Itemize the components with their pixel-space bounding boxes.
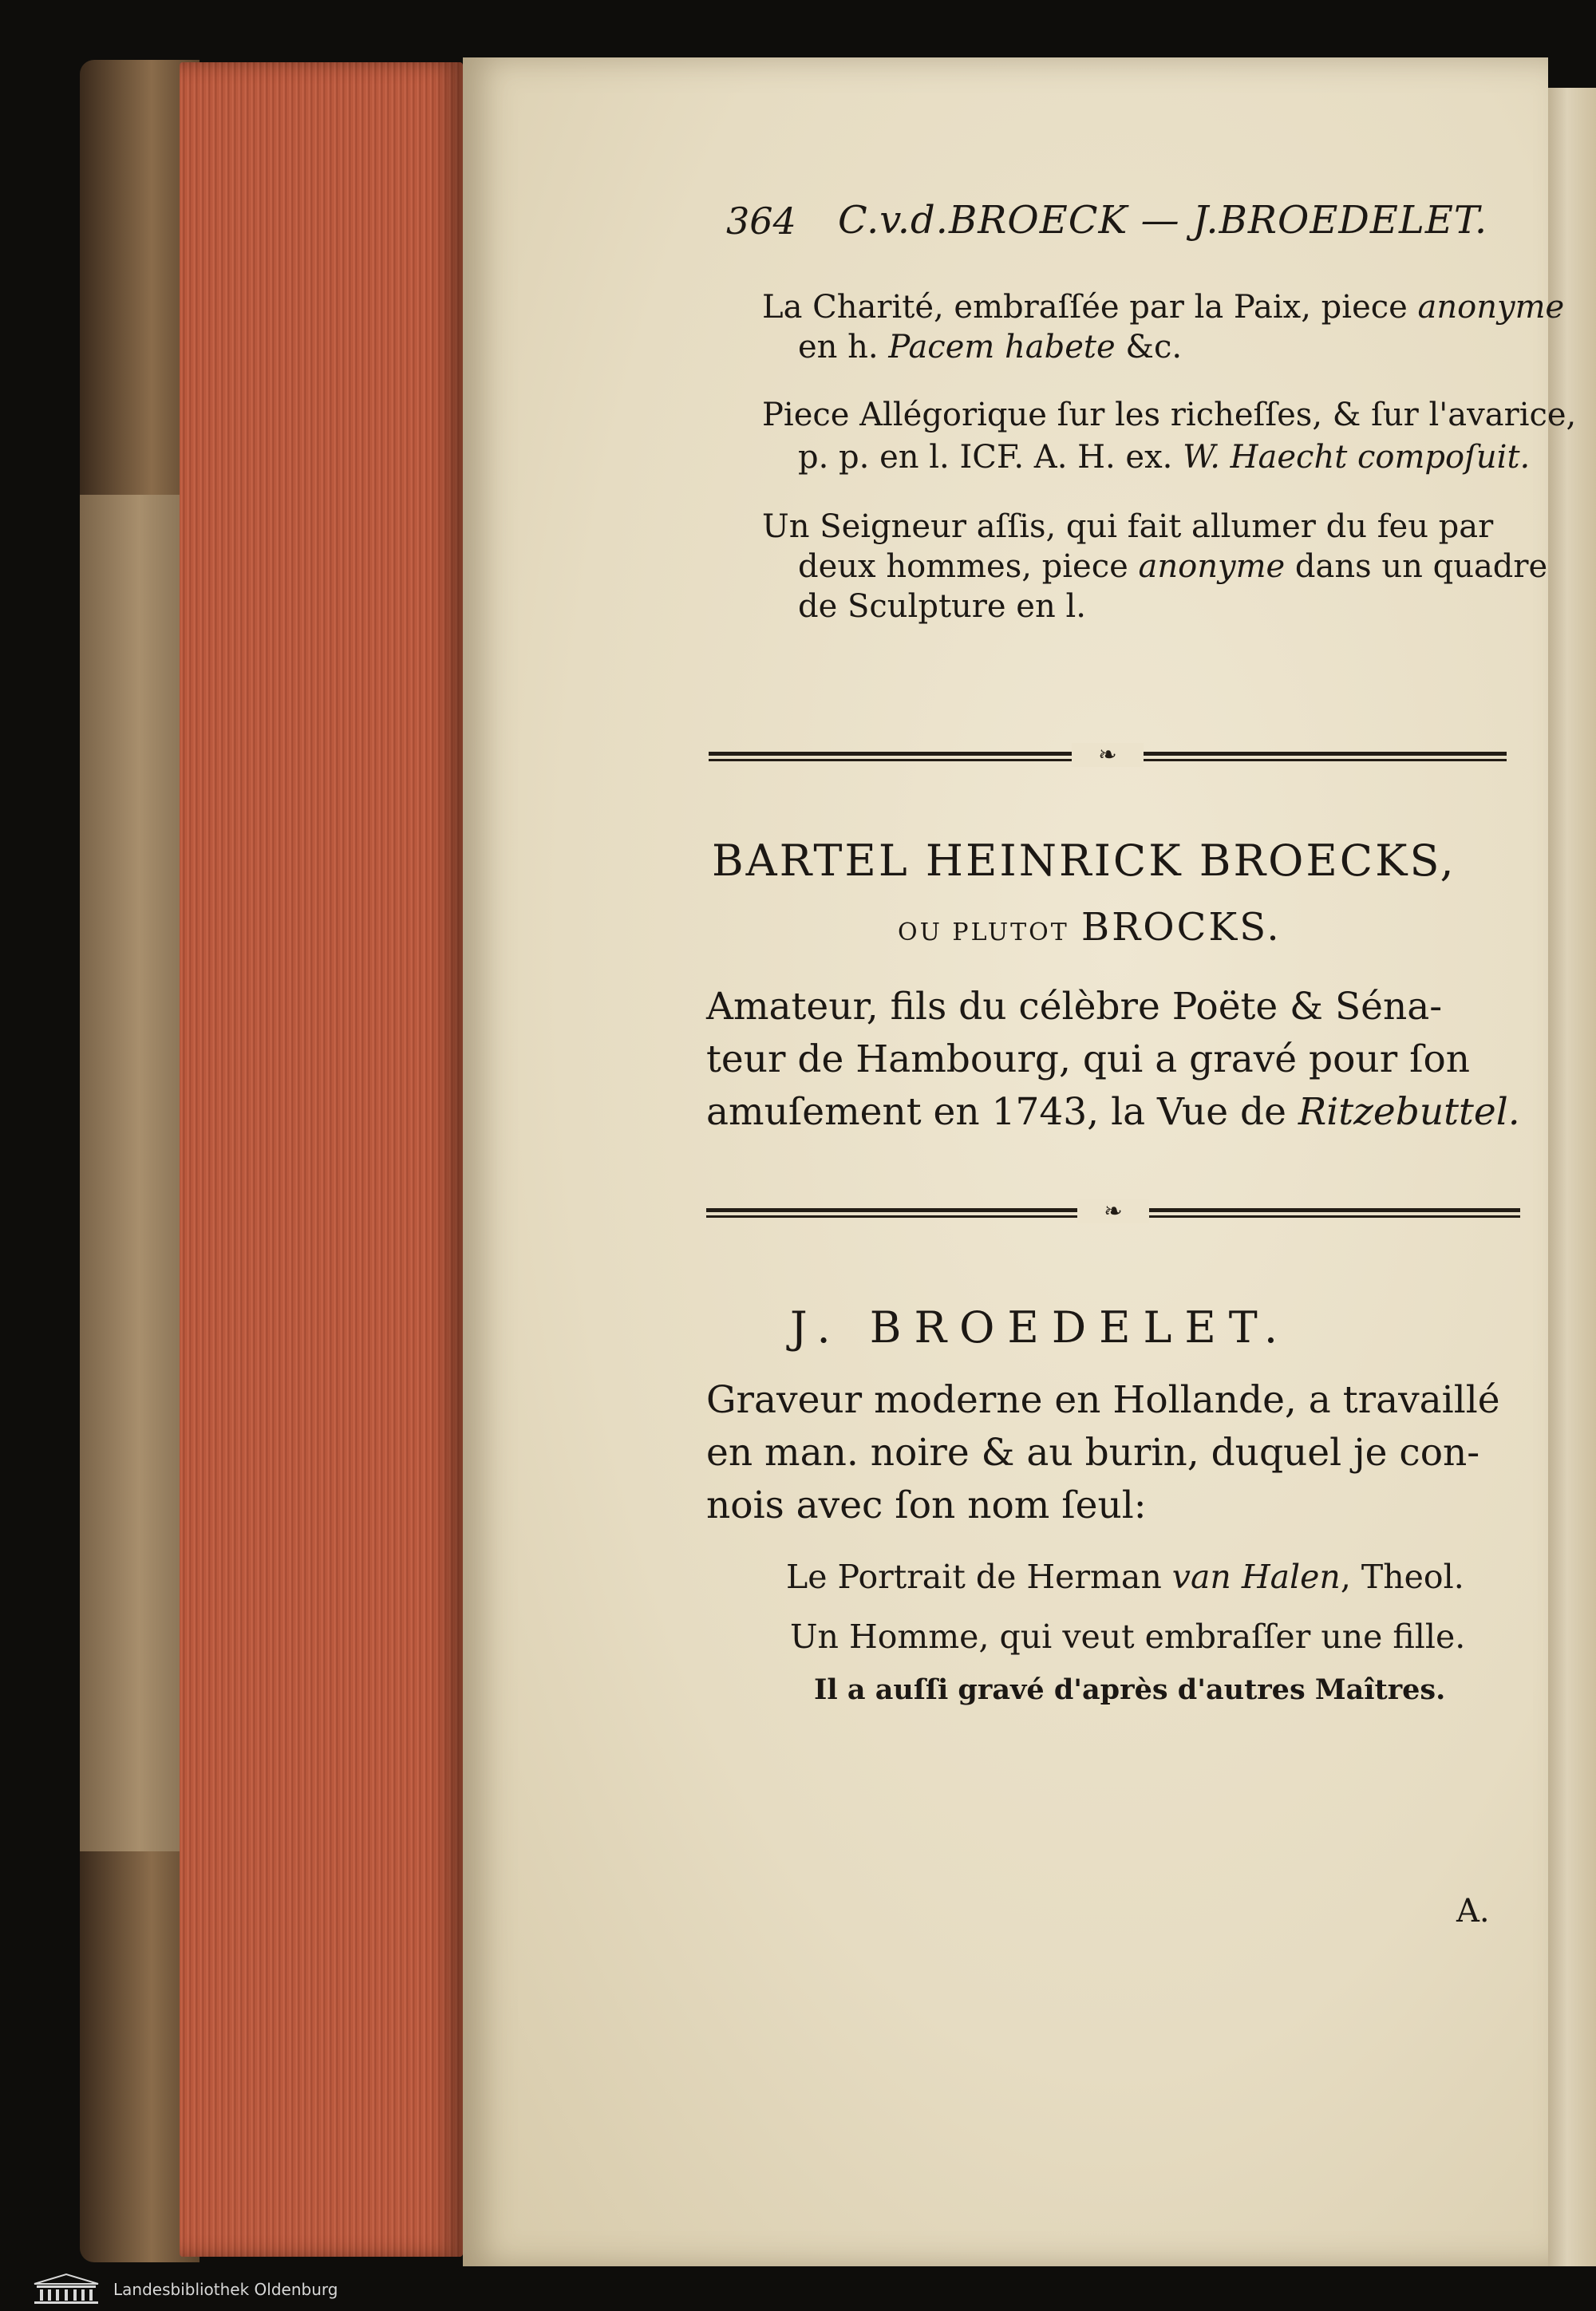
ornamental-rule [706,1198,1520,1224]
entry-italic: anonyme [1417,289,1565,326]
section1-body-line2: teur de Hambourg, qui a gravé pour ſon [706,1037,1471,1081]
section1-heading: BARTEL HEINRICK BROECKS, [712,836,1456,886]
running-title: C.v.d.BROECK — J.BROEDELET. [838,198,1488,243]
page-edge-red [180,62,463,2257]
section2-item-aussi: Il a auſſi gravé d'après d'autres Maîtres. [814,1673,1446,1706]
entry-text: dans un quadre [1285,548,1548,585]
catchword: A. [1456,1893,1490,1930]
ornamental-rule [709,741,1507,768]
entry-text: en h. [798,329,889,365]
entry-text: p. p. en l. ICF. A. H. ex. [798,439,1183,476]
entry-italic: Pacem habete [888,329,1116,365]
footer-bar [0,2266,1596,2311]
section1-body-line1: Amateur, fils du célèbre Poëte & Séna- [706,985,1443,1029]
item-text: , Theol. [1340,1558,1464,1596]
fleuron-icon: ❧ [1077,1199,1149,1223]
entry-text: de Sculpture en l. [798,588,1086,625]
body-text: amuſement en 1743, la Vue de [706,1090,1298,1134]
item-text: Le Portrait de Herman [786,1558,1172,1596]
entry-text: Piece Allégorique ſur les richeſſes, & ſur l'avarice, [762,397,1577,433]
body-italic: Ritzebuttel. [1298,1090,1520,1134]
entry-text: &c. [1115,329,1183,365]
entry-charite-line1 [762,289,1564,326]
section2-body-line2: en man. noire & au burin, duquel je con- [706,1431,1480,1475]
entry-italic: W. Haecht compoſuit. [1183,439,1531,476]
entry-text: La Charité, embraſſée par la Paix, piece [762,289,1418,326]
page-number: 364 [726,199,796,243]
entry-seigneur-line2 [798,548,1547,585]
fleuron-icon: ❧ [1072,743,1144,767]
section2-item-portrait [786,1558,1464,1596]
entry-seigneur-line3 [798,588,1086,625]
book-page [463,57,1577,2266]
section1-body-line3 [706,1090,1520,1134]
library-building-icon [30,2273,102,2305]
section2-body-line3: nois avec ſon nom ſeul: [706,1483,1147,1527]
entry-charite-line2 [798,329,1182,365]
section1-subheading [898,905,1282,950]
subheading-small: OU PLUTOT [898,918,1069,946]
item-italic: van Halen [1171,1558,1341,1596]
subheading-large: BROCKS. [1080,905,1282,950]
entry-allegorique-line2 [798,439,1530,476]
section2-item-homme: Un Homme, qui veut embraſſer une fille. [790,1618,1466,1656]
entry-text: Un Seigneur aſſis, qui fait allumer du feu par [762,508,1494,545]
entry-seigneur-line1 [762,508,1493,545]
entry-italic: anonyme [1138,548,1286,585]
entry-allegorique-line1 [762,397,1576,433]
library-name: Landesbibliothek Oldenburg [113,2280,338,2299]
section2-heading: J. BROEDELET. [790,1302,1291,1353]
section2-body-line1: Graveur moderne en Hollande, a travaillé [706,1378,1500,1422]
entry-text: deux hommes, piece [798,548,1139,585]
